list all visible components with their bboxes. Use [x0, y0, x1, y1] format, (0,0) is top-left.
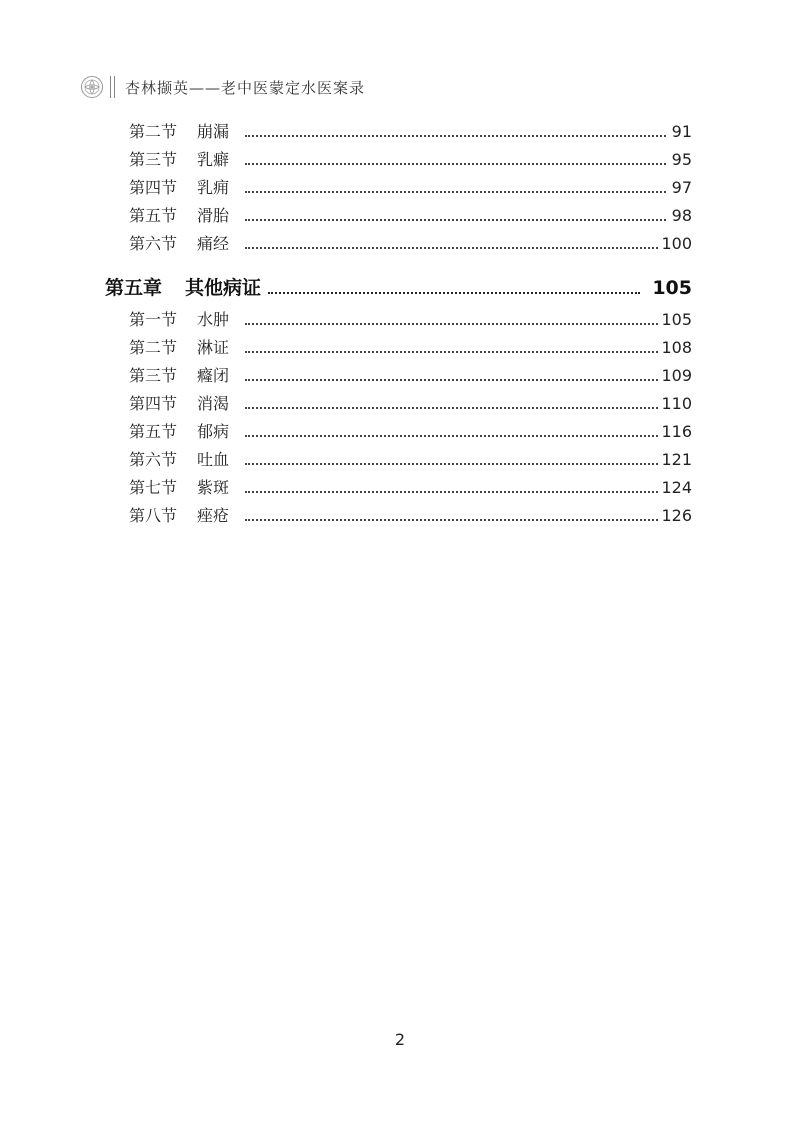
dot-leader — [245, 247, 662, 249]
book-title: 杏林撷英——老中医蒙定水医案录 — [125, 78, 366, 97]
toc-entry[interactable] — [0, 474, 800, 502]
section-page: 121 — [659, 446, 692, 474]
toc-entry[interactable] — [0, 334, 800, 362]
lotus-emblem-icon — [80, 75, 104, 99]
toc-entry[interactable] — [0, 230, 800, 258]
section-page: 109 — [659, 362, 692, 390]
dot-leader — [268, 292, 640, 294]
toc-entry[interactable] — [0, 118, 800, 146]
section-title: 紫斑 — [197, 478, 230, 497]
section-title: 乳癖 — [197, 150, 230, 169]
section-title: 乳痈 — [197, 178, 230, 197]
section-number: 第五节 — [129, 206, 178, 225]
dot-leader — [245, 219, 666, 221]
dot-leader — [245, 519, 662, 521]
section-number: 第一节 — [129, 310, 178, 329]
section-number: 第八节 — [129, 506, 178, 525]
section-title: 吐血 — [197, 450, 230, 469]
section-number: 第四节 — [129, 178, 178, 197]
dot-leader — [245, 163, 666, 165]
section-page: 124 — [659, 474, 692, 502]
section-title: 痛经 — [197, 234, 230, 253]
section-title: 痤疮 — [197, 506, 230, 525]
toc-entry[interactable] — [0, 390, 800, 418]
section-number: 第六节 — [129, 450, 178, 469]
section-title: 水肿 — [197, 310, 230, 329]
toc-entry[interactable] — [0, 174, 800, 202]
toc-entry[interactable] — [0, 146, 800, 174]
section-title: 郁病 — [197, 422, 230, 441]
chapter-title: 其他病证 — [185, 277, 262, 299]
section-number: 第三节 — [129, 150, 178, 169]
toc-chapter-entry[interactable] — [0, 272, 800, 304]
page-number: 2 — [394, 1030, 406, 1049]
dot-leader — [245, 351, 662, 353]
section-page: 110 — [659, 390, 692, 418]
header-divider — [114, 76, 115, 98]
section-number: 第四节 — [129, 394, 178, 413]
section-number: 第二节 — [129, 122, 178, 141]
toc-entry[interactable] — [0, 306, 800, 334]
section-title: 淋证 — [197, 338, 230, 357]
section-page: 91 — [670, 118, 692, 146]
toc-entry[interactable] — [0, 362, 800, 390]
section-page: 126 — [659, 502, 692, 530]
section-number: 第六节 — [129, 234, 178, 253]
dot-leader — [245, 135, 666, 137]
dot-leader — [245, 435, 662, 437]
running-header — [80, 74, 365, 100]
dot-leader — [245, 407, 662, 409]
toc-entry[interactable] — [0, 418, 800, 446]
section-page: 98 — [670, 202, 692, 230]
section-title: 癃闭 — [197, 366, 230, 385]
section-number: 第三节 — [129, 366, 178, 385]
section-title: 崩漏 — [197, 122, 230, 141]
dot-leader — [245, 379, 662, 381]
section-number: 第七节 — [129, 478, 178, 497]
dot-leader — [245, 323, 662, 325]
dot-leader — [245, 463, 662, 465]
section-page: 100 — [659, 230, 692, 258]
section-page: 105 — [659, 306, 692, 334]
header-divider — [110, 76, 111, 98]
dot-leader — [245, 491, 662, 493]
toc-entry[interactable] — [0, 202, 800, 230]
section-title: 滑胎 — [197, 206, 230, 225]
chapter-page: 105 — [652, 277, 692, 299]
section-page: 108 — [659, 334, 692, 362]
section-page: 95 — [670, 146, 692, 174]
section-page: 97 — [670, 174, 692, 202]
toc-entry[interactable] — [0, 502, 800, 530]
chapter-number: 第五章 — [105, 277, 163, 299]
section-number: 第二节 — [129, 338, 178, 357]
section-title: 消渴 — [197, 394, 230, 413]
section-number: 第五节 — [129, 422, 178, 441]
section-page: 116 — [659, 418, 692, 446]
toc-entry[interactable] — [0, 446, 800, 474]
dot-leader — [245, 191, 666, 193]
